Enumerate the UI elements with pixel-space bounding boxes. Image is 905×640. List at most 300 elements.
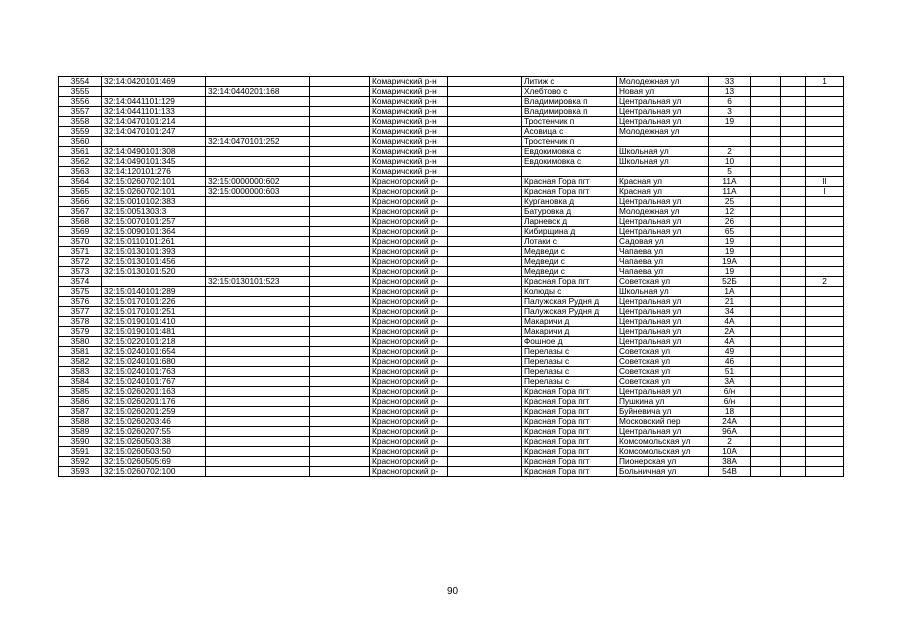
table-cell: I [806, 187, 844, 197]
table-cell: Медведи с [522, 267, 617, 277]
table-row [59, 387, 844, 397]
table-cell: 52Б [709, 277, 751, 287]
table-cell: Красногорский р- [370, 317, 448, 327]
table-cell [206, 207, 310, 217]
table-cell [781, 327, 806, 337]
registry-table [58, 76, 844, 477]
table-cell: Новая ул [617, 87, 709, 97]
table-cell [781, 467, 806, 477]
table-cell: Красногорский р- [370, 357, 448, 367]
table-cell [310, 247, 370, 257]
table-cell [206, 427, 310, 437]
table-cell: 3572 [59, 257, 102, 267]
table-row [59, 327, 844, 337]
table-cell [448, 147, 522, 157]
table-cell: 32:15:0260201:163 [102, 387, 206, 397]
table-cell: 32:15:0090101:364 [102, 227, 206, 237]
table-cell [781, 207, 806, 217]
table-cell: Палужская Рудня д [522, 297, 617, 307]
table-cell: 3590 [59, 437, 102, 447]
table-cell: Центральная ул [617, 327, 709, 337]
table-cell [206, 447, 310, 457]
table-cell [310, 187, 370, 197]
table-cell [310, 137, 370, 147]
table-cell [448, 377, 522, 387]
table-cell: Красногорский р- [370, 237, 448, 247]
table-cell: 2А [709, 327, 751, 337]
table-cell [751, 327, 781, 337]
table-cell: 96А [709, 427, 751, 437]
table-cell: Комаричский р-н [370, 117, 448, 127]
table-cell: 3554 [59, 77, 102, 87]
table-cell [806, 107, 844, 117]
table-cell [448, 157, 522, 167]
table-cell: Красная Гора пгт [522, 277, 617, 287]
table-cell: Красногорский р- [370, 297, 448, 307]
table-cell: Красногорский р- [370, 427, 448, 437]
table-cell [206, 467, 310, 477]
table-cell: 24А [709, 417, 751, 427]
table-cell: 2 [709, 437, 751, 447]
table-cell: Комаричский р-н [370, 167, 448, 177]
table-cell [206, 457, 310, 467]
table-cell: Медведи с [522, 247, 617, 257]
table-cell [781, 87, 806, 97]
table-cell [448, 257, 522, 267]
table-row [59, 207, 844, 217]
table-cell [448, 277, 522, 287]
table-cell: 3 [709, 107, 751, 117]
table-cell: Ларневск д [522, 217, 617, 227]
table-cell [448, 357, 522, 367]
table-cell: Красногорский р- [370, 367, 448, 377]
table-cell: 19 [709, 247, 751, 257]
table-cell [448, 407, 522, 417]
table-cell: Владимировка п [522, 107, 617, 117]
table-cell [781, 97, 806, 107]
table-cell [448, 387, 522, 397]
table-row [59, 77, 844, 87]
table-cell: Красногорский р- [370, 417, 448, 427]
table-cell: Красногорский р- [370, 267, 448, 277]
table-cell [448, 307, 522, 317]
table-cell [448, 327, 522, 337]
table-cell [806, 467, 844, 477]
table-cell: 3578 [59, 317, 102, 327]
table-cell: Чапаева ул [617, 257, 709, 267]
table-cell: 19А [709, 257, 751, 267]
table-cell [781, 267, 806, 277]
table-cell [751, 157, 781, 167]
table-cell [448, 207, 522, 217]
table-cell [751, 317, 781, 327]
table-cell [310, 387, 370, 397]
table-cell [310, 337, 370, 347]
table-cell [781, 437, 806, 447]
table-cell [781, 177, 806, 187]
table-cell: 3561 [59, 147, 102, 157]
table-cell [806, 447, 844, 457]
table-cell: Евдокимовка с [522, 157, 617, 167]
table-cell [781, 287, 806, 297]
table-cell [806, 247, 844, 257]
table-cell [206, 117, 310, 127]
table-cell [206, 367, 310, 377]
table-cell [781, 317, 806, 327]
table-cell [751, 167, 781, 177]
table-row [59, 467, 844, 477]
table-cell: Советская ул [617, 367, 709, 377]
table-cell [781, 197, 806, 207]
table-cell [806, 397, 844, 407]
table-cell: 3560 [59, 137, 102, 147]
table-cell [751, 447, 781, 457]
table-cell: 3577 [59, 307, 102, 317]
table-row [59, 457, 844, 467]
table-cell: Молодежная ул [617, 207, 709, 217]
table-cell: Красногорский р- [370, 287, 448, 297]
table-cell [310, 397, 370, 407]
table-cell [206, 167, 310, 177]
table-cell [751, 467, 781, 477]
table-cell: Комаричский р-н [370, 107, 448, 117]
table-row [59, 147, 844, 157]
table-cell: 51 [709, 367, 751, 377]
table-cell: Красногорский р- [370, 177, 448, 187]
table-cell [806, 267, 844, 277]
table-cell: Макаричи д [522, 327, 617, 337]
table-row [59, 447, 844, 457]
table-cell: 32:15:0110101:261 [102, 237, 206, 247]
table-cell [781, 357, 806, 367]
table-cell [751, 347, 781, 357]
table-cell [206, 267, 310, 277]
table-cell [751, 307, 781, 317]
table-cell [448, 137, 522, 147]
table-cell [806, 427, 844, 437]
table-cell: Красногорский р- [370, 407, 448, 417]
table-cell [206, 297, 310, 307]
table-cell: Макаричи д [522, 317, 617, 327]
table-cell [310, 417, 370, 427]
table-cell: Красногорский р- [370, 467, 448, 477]
table-cell [102, 137, 206, 147]
table-cell [206, 437, 310, 447]
table-cell [806, 387, 844, 397]
table-cell [310, 367, 370, 377]
table-cell [781, 127, 806, 137]
table-cell: 38А [709, 457, 751, 467]
table-cell [206, 387, 310, 397]
table-cell [781, 407, 806, 417]
table-cell [806, 257, 844, 267]
table-cell: 3579 [59, 327, 102, 337]
table-cell: Комаричский р-н [370, 77, 448, 87]
table-cell [448, 467, 522, 477]
table-cell: Красная Гора пгт [522, 407, 617, 417]
table-cell [206, 307, 310, 317]
table-cell [709, 137, 751, 147]
table-cell: 32:15:0190101:410 [102, 317, 206, 327]
table-cell [751, 117, 781, 127]
table-cell [102, 277, 206, 287]
table-cell [751, 127, 781, 137]
table-cell [206, 197, 310, 207]
table-cell [448, 107, 522, 117]
table-cell [751, 147, 781, 157]
table-cell [206, 97, 310, 107]
table-cell: 5 [709, 167, 751, 177]
table-cell: Комаричский р-н [370, 97, 448, 107]
table-row [59, 247, 844, 257]
table-cell [751, 387, 781, 397]
table-cell [310, 327, 370, 337]
table-cell [310, 167, 370, 177]
table-cell: Центральная ул [617, 197, 709, 207]
table-cell: 19 [709, 267, 751, 277]
table-row [59, 257, 844, 267]
table-cell [448, 367, 522, 377]
table-cell: 32:14:0470101:252 [206, 137, 310, 147]
table-cell [206, 237, 310, 247]
table-cell [310, 347, 370, 357]
table-cell [751, 227, 781, 237]
table-cell [806, 377, 844, 387]
table-cell [206, 217, 310, 227]
table-cell: 32:15:0260201:259 [102, 407, 206, 417]
table-cell: Советская ул [617, 347, 709, 357]
table-row [59, 167, 844, 177]
table-cell: Красногорский р- [370, 377, 448, 387]
table-cell: Палужская Рудня д [522, 307, 617, 317]
table-cell [781, 337, 806, 347]
table-cell: 3559 [59, 127, 102, 137]
table-cell [751, 177, 781, 187]
table-cell [448, 337, 522, 347]
table-cell: Красногорский р- [370, 307, 448, 317]
table-cell: 32:15:0260207:55 [102, 427, 206, 437]
table-cell: Красная ул [617, 177, 709, 187]
table-row [59, 97, 844, 107]
table-cell [310, 217, 370, 227]
table-cell [751, 107, 781, 117]
table-row [59, 437, 844, 447]
table-cell: 32:15:0130101:523 [206, 277, 310, 287]
table-cell: 12 [709, 207, 751, 217]
table-cell [310, 267, 370, 277]
table-cell: Хлебтово с [522, 87, 617, 97]
table-cell [448, 77, 522, 87]
table-cell: Красногорский р- [370, 187, 448, 197]
table-cell: 2 [709, 147, 751, 157]
table-row [59, 407, 844, 417]
table-cell: Перелазы с [522, 367, 617, 377]
table-cell: 6/н [709, 387, 751, 397]
table-cell [448, 437, 522, 447]
table-cell: 3592 [59, 457, 102, 467]
table-cell: Комаричский р-н [370, 137, 448, 147]
table-cell: 32:14:0440201:168 [206, 87, 310, 97]
table-cell [781, 397, 806, 407]
table-cell: Красногорский р- [370, 257, 448, 267]
table-cell: 10 [709, 157, 751, 167]
table-cell: Комсомольская ул [617, 437, 709, 447]
table-cell: 3555 [59, 87, 102, 97]
table-cell: 32:14:0490101:345 [102, 157, 206, 167]
table-cell [206, 337, 310, 347]
table-cell [448, 447, 522, 457]
table-cell [310, 427, 370, 437]
table-cell: Центральная ул [617, 387, 709, 397]
table-cell: Чапаева ул [617, 247, 709, 257]
table-cell: Фошное д [522, 337, 617, 347]
table-cell: Красногорский р- [370, 347, 448, 357]
table-cell: 32:14:0441101:129 [102, 97, 206, 107]
table-cell [806, 347, 844, 357]
table-cell [206, 157, 310, 167]
table-cell: 3558 [59, 117, 102, 127]
table-cell [751, 297, 781, 307]
table-cell [310, 157, 370, 167]
table-cell: 32:15:0170101:251 [102, 307, 206, 317]
table-cell: 3583 [59, 367, 102, 377]
table-cell [310, 407, 370, 417]
table-cell: 32:15:0260503:38 [102, 437, 206, 447]
table-cell: 32:15:0260203:46 [102, 417, 206, 427]
table-row [59, 397, 844, 407]
table-cell: 6 [709, 97, 751, 107]
table-cell [310, 287, 370, 297]
table-cell: Евдокимовка с [522, 147, 617, 157]
table-cell: Владимировка п [522, 97, 617, 107]
table-cell [781, 187, 806, 197]
table-cell [310, 107, 370, 117]
table-cell: 3А [709, 377, 751, 387]
table-cell [310, 257, 370, 267]
table-cell [448, 417, 522, 427]
table-cell: 32:15:0130101:393 [102, 247, 206, 257]
table-cell: 1А [709, 287, 751, 297]
table-cell [806, 117, 844, 127]
table-cell: Литиж с [522, 77, 617, 87]
table-cell [448, 197, 522, 207]
table-cell: Красная Гора пгт [522, 467, 617, 477]
table-cell [448, 187, 522, 197]
table-cell [617, 137, 709, 147]
table-cell [206, 147, 310, 157]
table-row [59, 277, 844, 287]
table-cell: 4А [709, 317, 751, 327]
table-cell [781, 307, 806, 317]
registry-table-body [59, 77, 844, 477]
table-cell [206, 257, 310, 267]
table-cell: Больничная ул [617, 467, 709, 477]
table-cell: Батуровка д [522, 207, 617, 217]
table-cell: Комаричский р-н [370, 157, 448, 167]
table-cell: 3589 [59, 427, 102, 437]
table-cell [806, 307, 844, 317]
table-cell [206, 127, 310, 137]
table-cell [806, 87, 844, 97]
table-cell: 3564 [59, 177, 102, 187]
table-cell: Красная Гора пгт [522, 397, 617, 407]
table-cell: Красногорский р- [370, 277, 448, 287]
table-cell: 32:14:0470101:214 [102, 117, 206, 127]
table-cell [806, 317, 844, 327]
table-row [59, 287, 844, 297]
table-cell [781, 447, 806, 457]
table-cell [751, 137, 781, 147]
table-row [59, 357, 844, 367]
table-cell: 49 [709, 347, 751, 357]
table-cell: 13 [709, 87, 751, 97]
table-cell: Центральная ул [617, 337, 709, 347]
table-cell: 32:14:0470101:247 [102, 127, 206, 137]
table-cell: 3584 [59, 377, 102, 387]
table-cell [522, 167, 617, 177]
table-cell: 32:15:0000000:603 [206, 187, 310, 197]
table-row [59, 187, 844, 197]
table-cell: 3576 [59, 297, 102, 307]
table-cell: Школьная ул [617, 147, 709, 157]
table-row [59, 227, 844, 237]
table-cell: Комаричский р-н [370, 147, 448, 157]
table-cell: Красная Гора пгт [522, 437, 617, 447]
table-cell: Тростенчик п [522, 117, 617, 127]
table-cell: Кибирщина д [522, 227, 617, 237]
table-cell [310, 467, 370, 477]
table-cell [751, 97, 781, 107]
table-cell [781, 137, 806, 147]
table-cell: 32:15:0130101:456 [102, 257, 206, 267]
table-cell: 3586 [59, 397, 102, 407]
table-cell: Красная Гора пгт [522, 387, 617, 397]
table-cell: Молодежная ул [617, 127, 709, 137]
table-cell [310, 207, 370, 217]
table-cell [448, 347, 522, 357]
table-cell: 3591 [59, 447, 102, 457]
table-cell: 3575 [59, 287, 102, 297]
table-cell [448, 317, 522, 327]
table-cell [310, 297, 370, 307]
table-row [59, 107, 844, 117]
table-cell [751, 257, 781, 267]
table-cell: Красногорский р- [370, 457, 448, 467]
table-cell: 32:15:0260503:50 [102, 447, 206, 457]
table-cell [310, 357, 370, 367]
table-cell [781, 257, 806, 267]
table-cell: 3570 [59, 237, 102, 247]
table-cell: 3574 [59, 277, 102, 287]
table-cell [310, 457, 370, 467]
table-cell: 32:15:0240101:763 [102, 367, 206, 377]
table-cell: 3585 [59, 387, 102, 397]
table-cell [806, 157, 844, 167]
table-cell [781, 347, 806, 357]
table-cell: Красногорский р- [370, 247, 448, 257]
table-cell [781, 247, 806, 257]
table-cell [310, 197, 370, 207]
table-row [59, 347, 844, 357]
table-cell [781, 157, 806, 167]
table-cell [806, 217, 844, 227]
table-cell: Перелазы с [522, 377, 617, 387]
table-cell [206, 247, 310, 257]
table-cell [806, 207, 844, 217]
table-cell: Советская ул [617, 377, 709, 387]
table-cell: 32:15:0260201:176 [102, 397, 206, 407]
table-cell: Красногорский р- [370, 447, 448, 457]
